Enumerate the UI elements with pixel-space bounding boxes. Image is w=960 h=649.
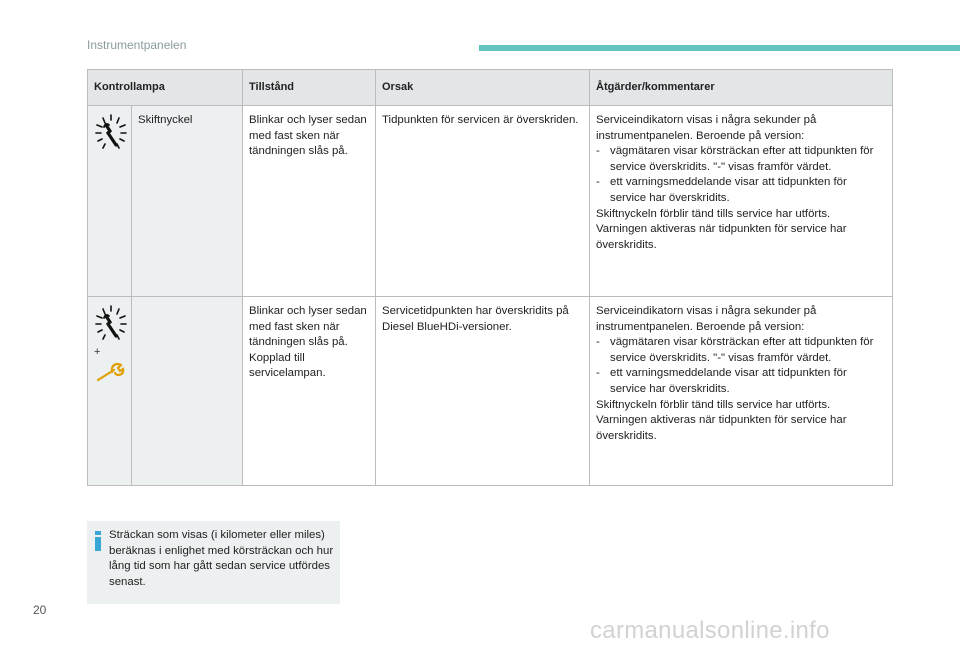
column-header-lamp: Kontrollampa bbox=[88, 70, 243, 106]
actions-intro: Serviceindikatorn visas i några sekunder på instrumentpanelen. Beroende på version: bbox=[596, 114, 817, 142]
table-header-row bbox=[88, 70, 893, 106]
state-cell: Blinkar och lyser sedan med fast sken när tändningen slås på. bbox=[243, 106, 376, 297]
list-item: - vägmätaren visar körsträckan efter att tidpunkten för service överskridits. "-" visas framför värdet. bbox=[596, 335, 886, 366]
lamp-icon-cell bbox=[88, 106, 132, 297]
page-number: 20 bbox=[33, 603, 47, 617]
list-item: - ett varningsmeddelande visar att tidpunkten för service har överskridits. bbox=[596, 175, 886, 206]
lamp-name-cell bbox=[132, 297, 243, 486]
state-cell: Blinkar och lyser sedan med fast sken när tändningen slås på. Kopplad till servicelampan. bbox=[243, 297, 376, 486]
actions-cell bbox=[590, 106, 893, 297]
list-item: - ett varningsmeddelande visar att tidpunkten för service har överskridits. bbox=[596, 366, 886, 397]
column-header-actions: Åtgärder/kommentarer bbox=[590, 70, 893, 106]
actions-note: Varningen aktiveras när tidpunkten för service har överskridits. bbox=[596, 414, 847, 442]
actions-cell bbox=[590, 297, 893, 486]
actions-note: Varningen aktiveras när tidpunkten för service har överskridits. bbox=[596, 223, 847, 251]
actions-intro: Serviceindikatorn visas i några sekunder på instrumentpanelen. Beroende på version: bbox=[596, 305, 817, 333]
list-item: - vägmätaren visar körsträckan efter att tidpunkten för service överskridits. "-" visas framför värdet. bbox=[596, 144, 886, 175]
table-row bbox=[88, 106, 893, 297]
actions-list bbox=[596, 335, 886, 397]
table-row bbox=[88, 297, 893, 486]
info-box bbox=[87, 521, 340, 604]
section-title: Instrumentpanelen bbox=[87, 38, 187, 52]
column-header-state: Tillstånd bbox=[243, 70, 376, 106]
actions-list bbox=[596, 144, 886, 206]
info-icon bbox=[94, 531, 102, 551]
watermark: carmanualsonline.info bbox=[590, 617, 830, 644]
info-text: Sträckan som visas (i kilometer eller miles) beräknas i enlighet med körsträckan och hur lång tid som har gått sedan service utfördes senast. bbox=[109, 529, 334, 588]
lamp-name-cell: Skiftnyckel bbox=[132, 106, 243, 297]
lamp-icon-cell bbox=[88, 297, 132, 486]
warning-lamp-table bbox=[87, 69, 893, 486]
column-header-cause: Orsak bbox=[376, 70, 590, 106]
cause-cell: Servicetidpunkten har överskridits på Diesel BlueHDi-versioner. bbox=[376, 297, 590, 486]
cause-cell: Tidpunkten för servicen är överskriden. bbox=[376, 106, 590, 297]
service-lamp-icon bbox=[94, 362, 128, 384]
service-spanner-lit-icon bbox=[94, 304, 128, 344]
header-accent-bar bbox=[479, 45, 960, 51]
plus-sign: + bbox=[94, 346, 101, 358]
actions-note: Skiftnyckeln förblir tänd tills service har utförts. bbox=[596, 207, 831, 220]
service-spanner-lit-icon bbox=[94, 113, 128, 153]
actions-note: Skiftnyckeln förblir tänd tills service har utförts. bbox=[596, 398, 831, 411]
